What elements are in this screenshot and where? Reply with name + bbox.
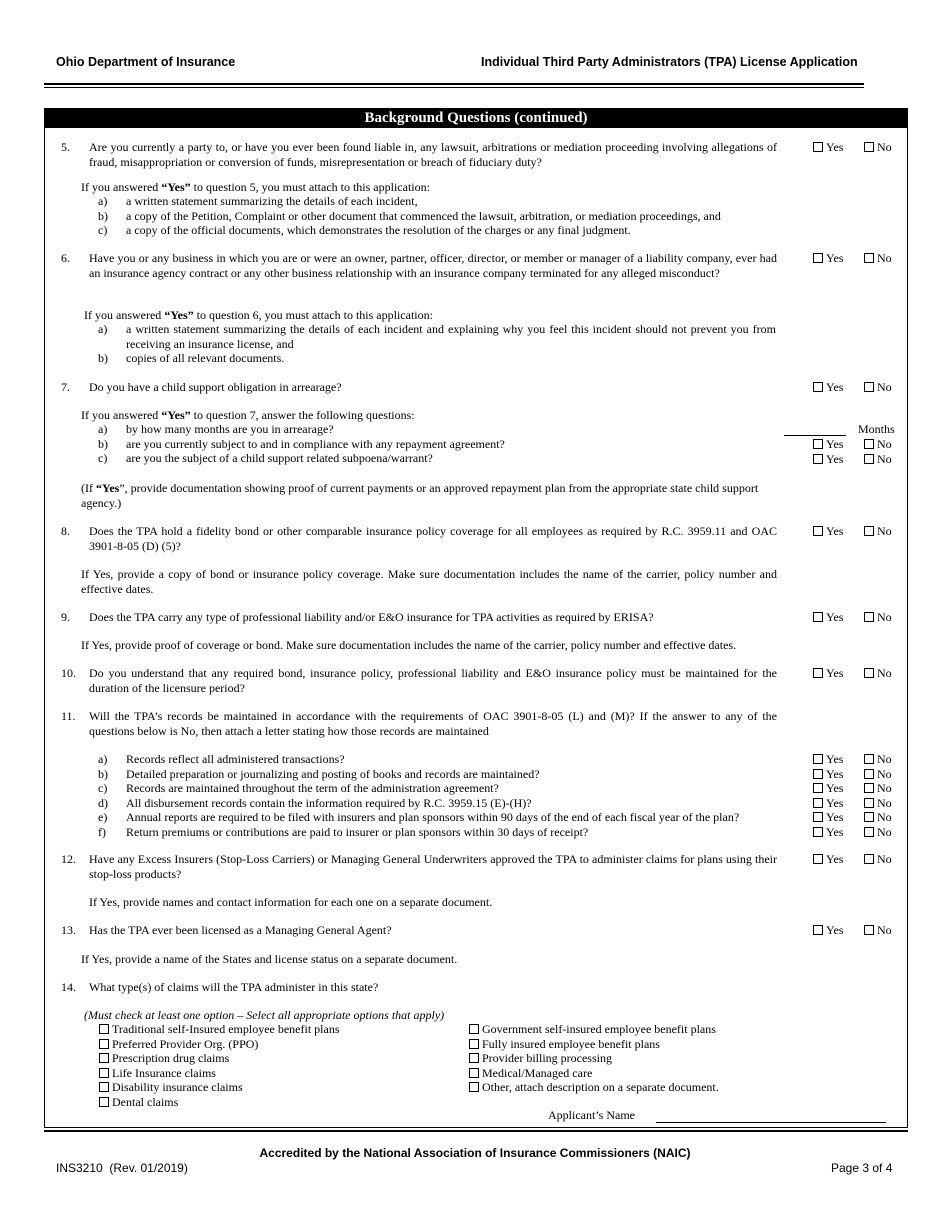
checkbox[interactable] (864, 526, 874, 536)
q14-number: 14. (61, 980, 76, 994)
q14-option-right[interactable]: Government self-insured employee benefit plans (469, 1022, 716, 1037)
checkbox[interactable] (864, 798, 874, 808)
q14-option-left[interactable]: Life Insurance claims (99, 1066, 216, 1081)
checkbox[interactable] (813, 754, 823, 764)
checkbox[interactable] (864, 827, 874, 837)
checkbox[interactable] (813, 827, 823, 837)
q12-note: If Yes, provide names and contact information for each one on a separate document. (89, 895, 493, 909)
checkbox[interactable] (813, 769, 823, 779)
q7-items: a) by how many months are you in arrearage? b) are you currently subject to and in compliance with any repayment agreement? c) are you the subject of a child support related subpoena/warrant? (98, 422, 505, 465)
q6-text: Have you or any business in which you are or were an owner, partner, officer, director, or member or manager of a liability company, ever had an insurance agency contract or any other business relationship with an insurance company terminated for any alleged misconduct? (89, 251, 777, 280)
header-rule (44, 83, 864, 85)
checkbox[interactable] (469, 1039, 479, 1049)
checkbox[interactable] (99, 1082, 109, 1092)
q5-items: a) a written statement summarizing the details of each incident, b) a copy of the Petition, Complaint or other document that commenced the lawsuit, arbitration, or mediation proceedings, and c) a copy of the official documents, which demonstrates the resolution of the charges or any final judgment. (98, 194, 721, 237)
checkbox[interactable] (813, 253, 823, 263)
q14-text: What type(s) of claims will the TPA administer in this state? (89, 980, 379, 994)
checkbox[interactable] (469, 1082, 479, 1092)
q9-number: 9. (61, 610, 70, 624)
q12-number: 12. (61, 852, 76, 866)
footer-rule (44, 1130, 908, 1132)
q5-number: 5. (61, 140, 70, 154)
checkbox[interactable] (813, 382, 823, 392)
q10-text: Do you understand that any required bond, insurance policy, professional liability and E&O insurance policy must be maintained for the duration of the licensure period? (89, 666, 777, 695)
q11a-no[interactable]: No (864, 752, 892, 767)
q14-option-left[interactable]: Dental claims (99, 1095, 178, 1110)
q14-option-left[interactable]: Preferred Provider Org. (PPO) (99, 1037, 258, 1052)
q11c-no[interactable]: No (864, 781, 892, 796)
checkbox[interactable] (864, 783, 874, 793)
q13-yes[interactable]: Yes (813, 923, 843, 938)
q12-no[interactable]: No (864, 852, 892, 867)
checkbox[interactable] (813, 454, 823, 464)
checkbox[interactable] (864, 668, 874, 678)
checkbox[interactable] (99, 1024, 109, 1034)
checkbox[interactable] (813, 854, 823, 864)
q14-option-left[interactable]: Traditional self-Insured employee benefit plans (99, 1022, 340, 1037)
q7-note: (If “Yes”, provide documentation showing proof of current payments or an approved repayment plan from the appropriate state child support agency.) (81, 481, 759, 510)
q13-note: If Yes, provide a name of the States and license status on a separate document. (81, 952, 458, 966)
checkbox[interactable] (813, 439, 823, 449)
q11d-no[interactable]: No (864, 796, 892, 811)
q9-no[interactable]: No (864, 610, 892, 625)
header-rule-thin (44, 87, 864, 88)
applicant-name-label: Applicant’s Name (548, 1108, 635, 1122)
footer-page-number: Page 3 of 4 (831, 1161, 893, 1175)
q8-note: If Yes, provide a copy of bond or insurance policy coverage. Make sure documentation includes the name of the carrier, policy number and effective dates. (81, 567, 777, 596)
q6-intro: If you answered “Yes” to question 6, you must attach to this application: (84, 308, 433, 322)
checkbox[interactable] (99, 1097, 109, 1107)
checkbox[interactable] (864, 439, 874, 449)
checkbox[interactable] (864, 812, 874, 822)
checkbox[interactable] (864, 769, 874, 779)
q11a-yes[interactable]: Yes (813, 752, 843, 767)
q6-number: 6. (61, 251, 70, 265)
q14-option-left[interactable]: Prescription drug claims (99, 1051, 229, 1066)
q11b-no[interactable]: No (864, 767, 892, 782)
checkbox[interactable] (469, 1053, 479, 1063)
q8-text: Does the TPA hold a fidelity bond or other comparable insurance policy coverage for all employees as required by R.C. 3959.11 and OAC 3901-8-05 (D) (5)? (89, 524, 777, 553)
q6-yes[interactable]: Yes (813, 251, 843, 266)
footer-accreditation: Accredited by the National Association of Insurance Commissioners (NAIC) (259, 1146, 691, 1160)
checkbox[interactable] (864, 253, 874, 263)
applicant-name-input-line[interactable] (656, 1122, 886, 1123)
q9-text: Does the TPA carry any type of professional liability and/or E&O insurance for TPA activities as required by ERISA? (89, 610, 654, 624)
q5-text: Are you currently a party to, or have you ever been found liable in, any lawsuit, arbitrations or mediation proceeding involving allegations of fraud, misappropriation or conversion of funds, misrepresentation or breach of fiduciary duty? (89, 140, 777, 169)
q14-option-right[interactable]: Provider billing processing (469, 1051, 612, 1066)
q9-note: If Yes, provide proof of coverage or bond. Make sure documentation includes the name of the carrier, policy number and effective dates. (81, 638, 737, 652)
checkbox[interactable] (469, 1024, 479, 1034)
q14-instruction: (Must check at least one option – Select all appropriate options that apply) (84, 1008, 445, 1022)
q6-items: a) a written statement summarizing the details of each incident and explaining why you feel this incident should not prevent you from receiving an insurance license, and b) copies of all relevant documents. (98, 322, 776, 365)
q10-no[interactable]: No (864, 666, 892, 681)
q11c-yes[interactable]: Yes (813, 781, 843, 796)
header-form-title: Individual Third Party Administrators (TPA) License Application (481, 55, 858, 69)
q14-option-right[interactable]: Fully insured employee benefit plans (469, 1037, 660, 1052)
q12-yes[interactable]: Yes (813, 852, 843, 867)
q14-option-left[interactable]: Disability insurance claims (99, 1080, 243, 1095)
q11-number: 11. (61, 709, 76, 723)
checkbox[interactable] (813, 668, 823, 678)
header-department: Ohio Department of Insurance (56, 55, 236, 69)
q7-no[interactable]: No (864, 380, 892, 395)
checkbox[interactable] (864, 754, 874, 764)
q7c-no[interactable]: No (864, 452, 892, 467)
q7b-yes[interactable]: Yes (813, 437, 843, 452)
checkbox[interactable] (99, 1053, 109, 1063)
q10-number: 10. (61, 666, 76, 680)
q7b-no[interactable]: No (864, 437, 892, 452)
q11b-yes[interactable]: Yes (813, 767, 843, 782)
q7-yes[interactable]: Yes (813, 380, 843, 395)
checkbox[interactable] (864, 382, 874, 392)
checkbox[interactable] (864, 612, 874, 622)
q9-yes[interactable]: Yes (813, 610, 843, 625)
footer-rule-thin (44, 1127, 908, 1128)
q11f-yes[interactable]: Yes (813, 825, 843, 840)
q5-no[interactable]: No (864, 140, 892, 155)
q6-no[interactable]: No (864, 251, 892, 266)
q5-intro: If you answered “Yes” to question 5, you must attach to this application: (81, 180, 430, 194)
q11-items: a) Records reflect all administered transactions? b) Detailed preparation or journalizing and posting of books and records are maintained? c) Records are maintained throughout the term of the administration agreement? d) All disbursement records contain the information required by R.C. 3959.15 (E)-(H)? e) Annual reports are required to be filed with insurers and plan sponsors within 90 days of the end of each fiscal year of the plan? f) Return premiums or contributions are paid to insurer or plan sponsors within 30 days of receipt? (98, 752, 740, 839)
q7c-yes[interactable]: Yes (813, 452, 843, 467)
section-title-bar: Background Questions (continued) (44, 108, 908, 128)
checkbox[interactable] (864, 854, 874, 864)
q10-yes[interactable]: Yes (813, 666, 843, 681)
checkbox[interactable] (813, 783, 823, 793)
checkbox[interactable] (813, 798, 823, 808)
q7-number: 7. (61, 380, 70, 394)
q11e-yes[interactable]: Yes (813, 810, 843, 825)
checkbox[interactable] (813, 812, 823, 822)
q8-no[interactable]: No (864, 524, 892, 539)
checkbox[interactable] (864, 142, 874, 152)
q11e-no[interactable]: No (864, 810, 892, 825)
checkbox[interactable] (813, 925, 823, 935)
q8-yes[interactable]: Yes (813, 524, 843, 539)
checkbox[interactable] (864, 925, 874, 935)
checkbox[interactable] (864, 454, 874, 464)
footer-form-id: INS3210 (Rev. 01/2019) (56, 1161, 188, 1175)
q5-yes[interactable]: Yes (813, 140, 843, 155)
q13-no[interactable]: No (864, 923, 892, 938)
q11f-no[interactable]: No (864, 825, 892, 840)
q7-intro: If you answered “Yes” to question 7, answer the following questions: (81, 408, 415, 422)
q13-text: Has the TPA ever been licensed as a Managing General Agent? (89, 923, 392, 937)
q14-option-right[interactable]: Other, attach description on a separate document. (469, 1080, 719, 1095)
checkbox[interactable] (99, 1039, 109, 1049)
q13-number: 13. (61, 923, 76, 937)
q7-text: Do you have a child support obligation in arrearage? (89, 380, 342, 394)
checkbox[interactable] (813, 142, 823, 152)
q11d-yes[interactable]: Yes (813, 796, 843, 811)
checkbox[interactable] (469, 1068, 479, 1078)
checkbox[interactable] (813, 612, 823, 622)
q12-text: Have any Excess Insurers (Stop-Loss Carriers) or Managing General Underwriters approved the TPA to administer claims for plans using their stop-loss products? (89, 852, 777, 881)
q7-months-label: Months (858, 422, 895, 436)
checkbox[interactable] (99, 1068, 109, 1078)
q8-number: 8. (61, 524, 70, 538)
q7-months-input-line[interactable] (784, 435, 846, 436)
q11-text: Will the TPA’s records be maintained in accordance with the requirements of OAC 3901-8-05 (L) and (M)? If the answer to any of the questions below is No, then attach a letter stating how those records are maintained (89, 709, 777, 738)
checkbox[interactable] (813, 526, 823, 536)
q14-option-right[interactable]: Medical/Managed care (469, 1066, 592, 1081)
